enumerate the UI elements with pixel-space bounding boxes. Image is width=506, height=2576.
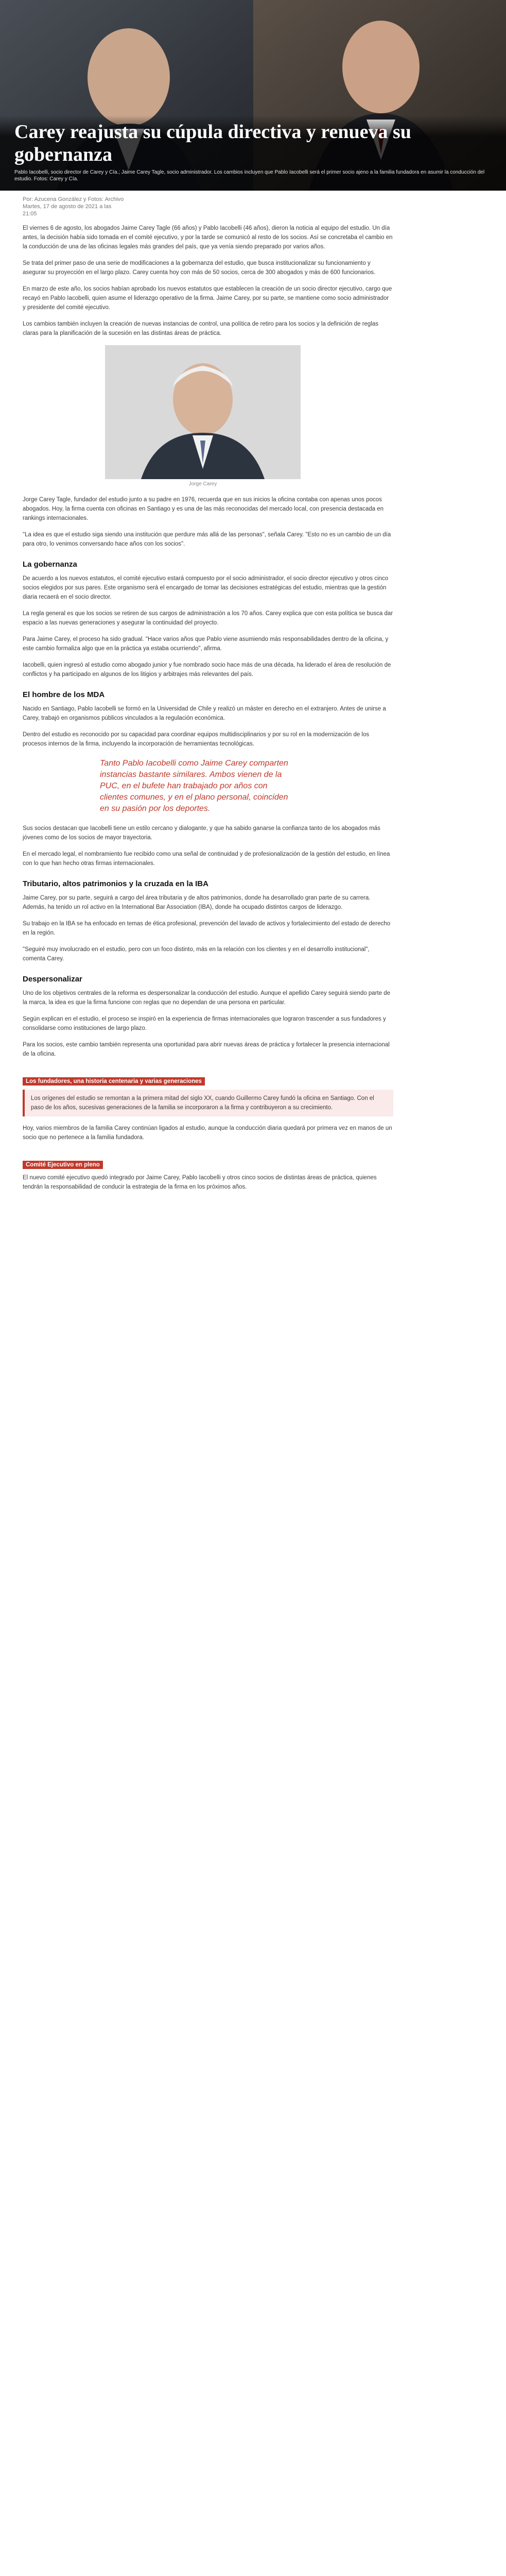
highlight-heading: Los fundadores, una historia centenaria y varias generaciones bbox=[23, 1077, 205, 1086]
article-meta bbox=[23, 196, 393, 217]
body-paragraph: En el mercado legal, el nombramiento fue recibido como una señal de continuidad y de profesionalización de la gestión del estudio, en línea con lo que han hecho otras firmas internacionales. bbox=[23, 851, 390, 867]
body-paragraph: "Seguiré muy involucrado en el estudio, pero con un foco distinto, más en la relación con los clientes y en el desarrollo institucional", comenta Carey. bbox=[23, 946, 370, 962]
hero-banner bbox=[0, 0, 506, 191]
body-paragraph: Jorge Carey Tagle, fundador del estudio junto a su padre en 1976, recuerda que en sus inicios la oficina contaba con apenas unos pocos abogados. Hoy, la firma cuenta con oficinas en Santiago y es una de las más reconocidas del mercado local, con presencia destacada en rankings internacionales. bbox=[23, 497, 384, 521]
article-time: 21:05 bbox=[23, 211, 37, 217]
section-heading: Tributario, altos patrimonios y la cruzada en la IBA bbox=[23, 879, 208, 888]
page-title: Carey reajusta su cúpula directiva y renueva su gobernanza bbox=[14, 121, 411, 165]
intro-paragraph: En marzo de este año, los socios habían aprobado los nuevos estatutos que establecen la creación de un socio director ejecutivo, cargo que recayó en Pablo Iacobelli, quien asume el liderazgo operativo de la firma. Jaime Carey, por su parte, se mantiene como socio administrador y presidente del comité ejecutivo. bbox=[23, 286, 392, 311]
article-body bbox=[0, 196, 416, 1219]
body-paragraph: Dentro del estudio es reconocido por su capacidad para coordinar equipos multidisciplinarios y por su rol en la modernización de los procesos internos de la firma, incluyendo la incorporación de herramientas tecnológicas. bbox=[23, 732, 370, 747]
body-paragraph: Sus socios destacan que Iacobelli tiene un estilo cercano y dialogante, y que ha sabido ganarse la confianza tanto de los abogados más jóvenes como de los socios de mayor trayectoria. bbox=[23, 825, 380, 841]
section-heading: El hombre de los MDA bbox=[23, 690, 105, 699]
body-paragraph: "La idea es que el estudio siga siendo una institución que perdure más allá de las personas", señala Carey. "Esto no es un cambio de un día para otro, lo venimos conversando hace años con los socios". bbox=[23, 532, 391, 547]
photo-caption: Jorge Carey bbox=[188, 481, 217, 487]
article-date: Martes, 17 de agosto de 2021 a las bbox=[23, 204, 112, 210]
body-paragraph: Nacido en Santiago, Pablo Iacobelli se formó en la Universidad de Chile y realizó un máster en derecho en el extranjero. Antes de unirse a Carey, trabajó en organismos públicos vinculados a la regulación económica. bbox=[23, 706, 386, 721]
body-paragraph: Jaime Carey, por su parte, seguirá a cargo del área tributaria y de altos patrimonios, donde ha desarrollado gran parte de su carrera. Además, ha tenido un rol activo en la International Bar Association (IBA), donde ha ocupado distintos cargos de liderazgo. bbox=[23, 895, 371, 910]
body-paragraph: Para Jaime Carey, el proceso ha sido gradual. "Hace varios años que Pablo viene asumiendo más responsabilidades dentro de la oficina, y este cambio formaliza algo que en la práctica ya estaba ocurriendo", afirma. bbox=[23, 636, 389, 652]
body-paragraph: Uno de los objetivos centrales de la reforma es despersonalizar la conducción del estudio. Aunque el apellido Carey seguirá siendo parte de la marca, la idea es que la firma funcione con reglas que no dependan de una persona en particular. bbox=[23, 990, 391, 1006]
portrait-photo bbox=[105, 345, 301, 479]
body-paragraph: Según explican en el estudio, el proceso se inspiró en la experiencia de firmas internacionales que lograron trascender a sus fundadores y consolidarse como instituciones de largo plazo. bbox=[23, 1016, 386, 1031]
body-paragraph: Su trabajo en la IBA se ha enfocado en temas de ética profesional, prevención del lavado de activos y fortalecimiento del estado de derecho en la región. bbox=[23, 921, 391, 936]
intro-paragraph: El viernes 6 de agosto, los abogados Jaime Carey Tagle (66 años) y Pablo Iacobelli (46 años), dieron la noticia al equipo del estudio. Un día antes, la decisión había sido tomada en el comité ejecutivo, y por la tarde se comunicó al resto de los socios. Así se concretaba el cambio en la conducción de una de las oficinas legales más grandes del país, que ya venía siendo preparado por varios años. bbox=[23, 225, 393, 250]
body-paragraph: El nuevo comité ejecutivo quedó integrado por Jaime Carey, Pablo Iacobelli y otros cinco socios de distintas áreas de práctica, quienes tendrán la responsabilidad de conducir la estrategia de la firma en los próximos años. bbox=[23, 1175, 377, 1190]
section-heading: Despersonalizar bbox=[23, 975, 82, 984]
article-author: Por: Azucena González y Fotos: Archivo bbox=[23, 196, 124, 202]
hero-caption: Pablo Iacobelli, socio director de Carey y Cía.; Jaime Carey Tagle, socio administrador. Los cambios incluyen que Pablo Iacobelli será el primer socio ajeno a la familia fundadora en asumir la conducción del estudio. Fotos: Carey y Cía. bbox=[14, 170, 485, 182]
section-heading: La gobernanza bbox=[23, 560, 77, 569]
body-paragraph: De acuerdo a los nuevos estatutos, el comité ejecutivo estará compuesto por el socio administrador, el socio director ejecutivo y otros cinco socios elegidos por sus pares. Este organismo será el encargado de tomar las decisiones estratégicas del estudio, mientras que la gestión diaria recaerá en el socio director. bbox=[23, 575, 389, 600]
intro-paragraph: Se trata del primer paso de una serie de modificaciones a la gobernanza del estudio, que busca institucionalizar su funcionamiento y asegurar su proyección en el largo plazo. Carey cuenta hoy con más de 50 socios, cerca de 300 abogados y más de 600 funcionarios. bbox=[23, 260, 376, 276]
highlight-heading: Comité Ejecutivo en pleno bbox=[23, 1161, 103, 1169]
highlight-box bbox=[23, 1090, 393, 1116]
intro-paragraph: Los cambios también incluyen la creación de nuevas instancias de control, una política de retiro para los socios y la definición de reglas claras para la planificación de la sucesión en las distintas áreas de práctica. bbox=[23, 321, 379, 336]
body-paragraph: Los orígenes del estudio se remontan a la primera mitad del siglo XX, cuando Guillermo Carey fundó la oficina en Santiago. Con el paso de los años, sucesivas generaciones de la familia se incorporaron a la firma y contribuyeron a su crecimiento. bbox=[31, 1095, 374, 1111]
inline-photo bbox=[105, 345, 301, 479]
article-page bbox=[0, 0, 506, 1219]
body-paragraph: Iacobelli, quien ingresó al estudio como abogado junior y fue nombrado socio hace más de una década, ha liderado el área de resolución de conflictos y ha participado en algunos de los litigios y arbitrajes más relevantes del país. bbox=[23, 662, 391, 677]
body-paragraph: Para los socios, este cambio también representa una oportunidad para abrir nuevas áreas de práctica y fortalecer la presencia internacional de la oficina. bbox=[23, 1042, 390, 1057]
body-paragraph: Hoy, varios miembros de la familia Carey continúan ligados al estudio, aunque la conducción diaria quedará por primera vez en manos de un socio que no pertenece a la familia fundadora. bbox=[23, 1125, 392, 1141]
body-paragraph: La regla general es que los socios se retiren de sus cargos de administración a los 70 años. Carey explica que con esta política se busca dar espacio a las nuevas generaciones y asegurar la continuidad del proyecto. bbox=[23, 611, 393, 626]
pull-quote: Tanto Pablo Iacobelli como Jaime Carey comparten instancias bastante similares. Ambos vienen de la PUC, en el bufete han trabajado por años con clientes comunes, y en el plano personal, coinciden en su pasión por los deportes. bbox=[100, 759, 288, 813]
hero-overlay bbox=[0, 115, 506, 191]
